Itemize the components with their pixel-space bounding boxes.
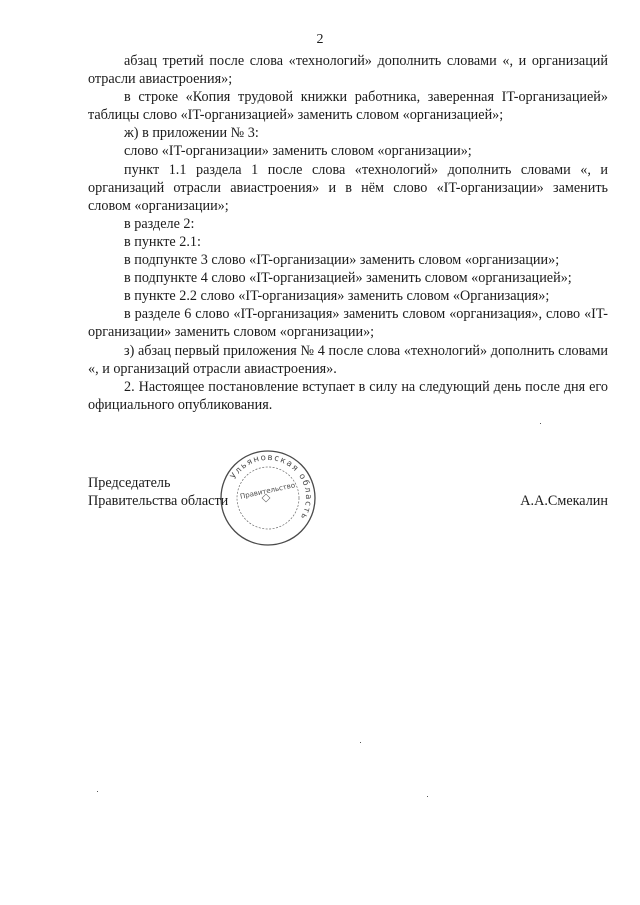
scan-speck bbox=[427, 796, 428, 797]
signatory-title bbox=[88, 474, 228, 510]
paragraph: в строке «Копия трудовой книжки работника, заверенная IT-организацией» таблицы слово «IT-организацией» заменить словом «организацией»; bbox=[88, 89, 608, 124]
signatory-name: А.А.Смекалин bbox=[520, 493, 608, 509]
scan-speck bbox=[540, 423, 541, 424]
paragraph: в подпункте 3 слово «IT-организации» заменить словом «организации»; bbox=[124, 252, 560, 269]
signature-block bbox=[88, 452, 608, 554]
paragraph: ж) в приложении № 3: bbox=[124, 125, 259, 142]
paragraph: в пункте 2.2 слово «IT-организация» заменить словом «Организация»; bbox=[124, 288, 550, 305]
scan-speck bbox=[360, 742, 361, 743]
paragraph: 2. Настоящее постановление вступает в силу на следующий день после дня его официального опубликования. bbox=[88, 378, 608, 413]
page-number: 2 bbox=[316, 32, 324, 47]
paragraph: в разделе 2: bbox=[124, 215, 195, 232]
signatory-title-line: Председатель bbox=[88, 475, 171, 491]
paragraph: абзац третий после слова «технологий» дополнить словами «, и организаций отрасли авиастроения»; bbox=[88, 53, 608, 88]
scan-speck bbox=[97, 791, 98, 792]
official-seal-stamp bbox=[218, 448, 318, 548]
paragraph: в пункте 2.1: bbox=[124, 233, 201, 250]
document-body bbox=[88, 52, 608, 414]
paragraph: пункт 1.1 раздела 1 после слова «технологий» дополнить словами «, и организаций отрасли авиастроения» и в нём слово «IT-организации» заменить словом «организации»; bbox=[88, 161, 608, 214]
seal-inner-text: Правительство bbox=[239, 481, 296, 501]
signatory-title-line: Правительства области bbox=[88, 493, 229, 509]
paragraph: слово «IT-организации» заменить словом «организации»; bbox=[124, 143, 472, 160]
paragraph: в разделе 6 слово «IT-организация» заменить словом «организация», слово «IT-организации» заменить словом «организации»; bbox=[88, 306, 608, 341]
paragraph: з) абзац первый приложения № 4 после слова «технологий» дополнить словами «, и организаций отрасли авиастроения». bbox=[88, 342, 608, 377]
paragraph: в подпункте 4 слово «IT-организацией» заменить словом «организацией»; bbox=[124, 270, 572, 287]
seal-outer-text: Ульяновская область bbox=[228, 452, 314, 522]
